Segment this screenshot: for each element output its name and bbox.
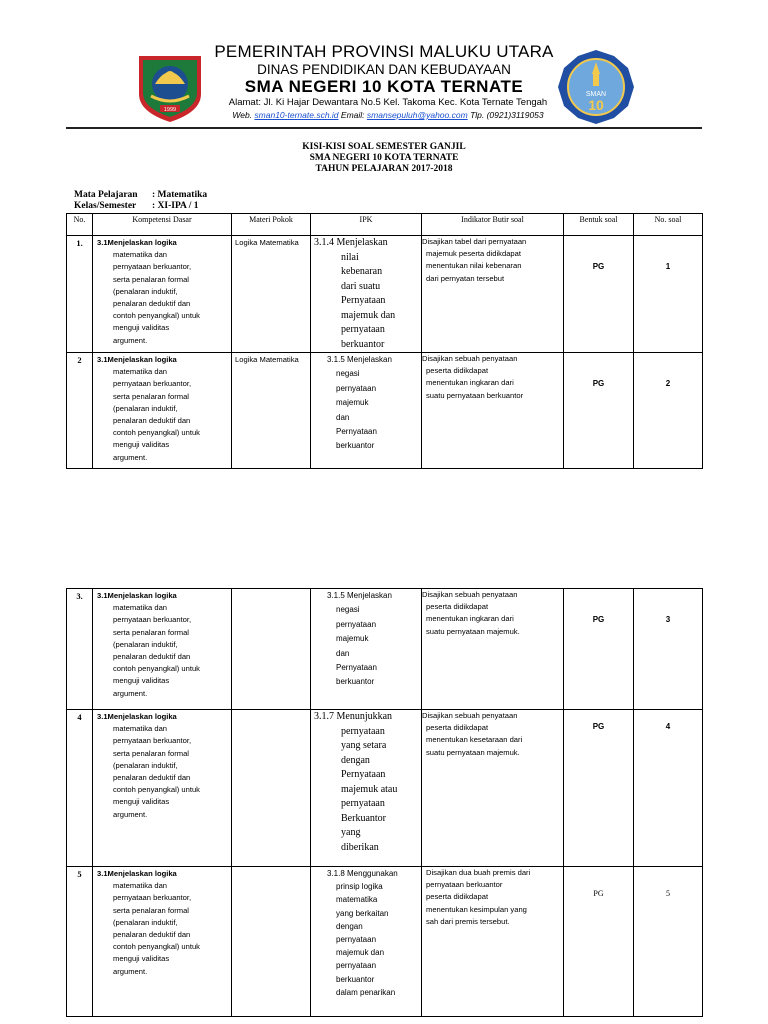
kd-line: matematika dan [113,367,168,377]
indikator-line: suatu pernyataan majemuk. [426,747,520,757]
kd-line: menguji validitas [113,954,170,964]
indikator-line: sah dari premis tersebut. [426,916,510,926]
ipk-line: majemuk dan [336,948,385,958]
indikator-line: menentukan nilai kebenaran [426,261,522,271]
kisi-kisi-table-bottom [66,588,703,1017]
crest-year: 1999 [163,107,177,113]
phone-number: Tlp. (0921)3119053 [470,110,544,120]
letterhead-address: Alamat: Jl. Ki Hajar Dewantara No.5 Kel. Takoma Kec. Kota Ternate Tengah [228,97,548,108]
ipk-line: Pernyataan [336,663,377,673]
indikator-cell [422,867,564,1017]
letterhead-school-name: SMA NEGERI 10 KOTA TERNATE [244,77,524,96]
indikator-line: menentukan kesetaraan dari [426,735,523,745]
indikator-line: Disajikan sebuah penyataan [422,711,518,720]
ipk-cell [311,236,422,353]
indikator-line: menentukan ingkaran dari [426,378,514,388]
kd-line: penalaran deduktif dan [113,773,191,783]
ipk-line: dengan [341,754,370,766]
document-title: KISI-KISI SOAL SEMESTER GANJIL [302,142,466,152]
no-soal-cell: 1 [634,236,703,353]
ipk-line: prinsip logika [336,882,383,892]
class-value: : XI-IPA / 1 [152,201,199,211]
row-number: 2 [67,353,93,469]
kd-line: matematika dan [113,881,168,891]
header-kompetensi-dasar: Kompetensi Dasar [93,214,232,236]
indikator-line: suatu pernyataan majemuk. [426,626,520,636]
kd-line: pernyataan berkuantor, [113,262,192,272]
kd-line: menguji validitas [113,797,170,807]
kd-lead: 3.1Menjelaskan logika [97,869,177,878]
ipk-line: berkuantor [336,677,375,687]
ipk-line: dan [336,648,350,658]
materi-pokok-cell [232,710,311,867]
kd-line: pernyataan berkuantor, [113,893,192,903]
kd-lead: 3.1Menjelaskan logika [97,355,177,364]
indikator-line: suatu pernyataan berkuantor [426,390,524,400]
row-number: 4 [67,710,93,867]
ipk-line: majemuk dan [341,309,396,321]
ipk-heading: 3.1.4 Menjelaskan [314,237,388,248]
indikator-cell [422,710,564,867]
row-number: 3. [67,589,93,710]
kd-line: menguji validitas [113,676,170,686]
kd-line: serta penalaran formal [113,627,189,637]
table-row [67,236,703,353]
letterhead-contact [0,110,768,120]
kd-line: (penalaran induktif, [113,286,178,296]
letterhead-department: DINAS PENDIDIKAN DAN KEBUDAYAAN [257,62,511,77]
kd-line: menguji validitas [113,323,170,333]
ipk-line: majemuk atau [341,783,398,795]
emblem-text: SMAN [585,91,607,98]
indikator-line: peserta didikdapat [426,366,489,376]
kd-line: (penalaran induktif, [113,760,178,770]
ipk-line: berkuantor [336,974,375,984]
subject-value: : Matematika [152,190,208,200]
no-soal-cell: 2 [634,353,703,469]
kd-line: matematika dan [113,250,168,260]
ipk-line: pernyataan [336,619,377,629]
table-row [67,589,703,710]
no-soal-cell: 4 [634,710,703,867]
web-label: Web. [232,110,253,120]
ipk-cell [311,589,422,710]
bentuk-soal-cell: PG [564,236,634,353]
kd-line: contoh penyangkal) untuk [113,785,200,795]
ipk-cell [311,867,422,1017]
materi-pokok-cell: Logika Matematika [232,353,311,469]
ipk-line: berkuantor [336,441,375,451]
kd-line: contoh penyangkal) untuk [113,428,200,438]
bentuk-soal-cell: PG [564,867,634,1017]
indikator-line: peserta didikdapat [426,602,489,612]
ipk-line: Pernyataan [336,427,377,437]
row-number: 5 [67,867,93,1017]
indikator-line: menentukan ingkaran dari [426,614,514,624]
kd-line: argument. [113,688,148,698]
header-no-soal: No. soal [634,214,703,236]
table-header-row [67,214,703,236]
ipk-line: matematika [336,895,378,905]
ipk-line: yang berkaitan [336,908,389,918]
ipk-line: kebenaran [341,266,383,277]
ipk-heading: 3.1.5 Menjelaskan [327,355,392,364]
ipk-line: nilai [341,251,359,263]
kd-line: penalaran deduktif dan [113,299,191,309]
kd-line: pernyataan berkuantor, [113,736,192,746]
ipk-line: Pernyataan [341,295,386,306]
subject-label: Mata Pelajaran [74,190,138,200]
kd-line: penalaran deduktif dan [113,416,191,426]
indikator-line: menentukan kesimpulan yang [426,904,527,914]
kd-line: pernyataan berkuantor, [113,615,192,625]
indikator-line: dari pernyatan tersebut [426,273,505,283]
ipk-line: negasi [336,369,360,379]
kompetensi-dasar-cell [93,589,232,710]
ipk-line: yang [341,827,361,838]
ipk-line: berkuantor [341,338,385,350]
materi-pokok-cell: Logika Matematika [232,236,311,353]
ipk-heading: 3.1.7 Menunjukkan [314,711,393,722]
class-line [74,201,199,211]
ipk-line: dalam penarikan [336,987,396,997]
ipk-line: pernyataan [341,725,385,737]
kompetensi-dasar-cell [93,867,232,1017]
kd-line: menguji validitas [113,440,170,450]
indikator-line: Disajikan tabel dari pernyataan [422,237,527,246]
ipk-line: dengan [336,921,363,931]
kd-line: argument. [113,966,148,976]
kd-lead: 3.1Menjelaskan logika [97,238,177,247]
ipk-line: diberikan [341,841,379,853]
table-row [67,353,703,469]
kd-line: penalaran deduktif dan [113,652,191,662]
table-row [67,710,703,867]
bentuk-soal-cell: PG [564,353,634,469]
indikator-cell [422,236,564,353]
kd-line: serta penalaran formal [113,905,189,915]
kd-line: contoh penyangkal) untuk [113,942,200,952]
class-label: Kelas/Semester [74,201,137,211]
letterhead-government: PEMERINTAH PROVINSI MALUKU UTARA [214,42,554,61]
ipk-line: pernyataan [336,961,377,971]
header-ipk: IPK [311,214,422,236]
ipk-line: Pernyataan [341,769,386,780]
kd-line: pernyataan berkuantor, [113,379,192,389]
email-link[interactable]: smansepuluh@yahoo.com [366,110,468,120]
bentuk-soal-cell: PG [564,710,634,867]
ipk-line: dari suatu [341,280,381,292]
table-row [67,867,703,1017]
kd-line: argument. [113,335,148,345]
indikator-cell [422,589,564,710]
website-link[interactable]: sman10-ternate.sch.id [254,110,339,120]
indikator-line: Disajikan sebuah penyataan [422,590,518,599]
email-label: Email: [340,110,365,120]
kompetensi-dasar-cell [93,236,232,353]
ipk-cell [311,353,422,469]
ipk-cell [311,710,422,867]
kd-lead: 3.1Menjelaskan logika [97,591,177,600]
row-number: 1. [67,236,93,353]
letterhead-divider [66,127,702,129]
kd-line: (penalaran induktif, [113,917,178,927]
header-materi-pokok: Materi Pokok [232,214,311,236]
kd-lead: 3.1Menjelaskan logika [97,712,177,721]
document-year: TAHUN PELAJARAN 2017-2018 [315,164,453,174]
no-soal-cell: 5 [634,867,703,1017]
kompetensi-dasar-cell [93,353,232,469]
kd-line: (penalaran induktif, [113,403,178,413]
kd-line: penalaran deduktif dan [113,930,191,940]
indikator-line: peserta didikdapat [426,892,489,902]
ipk-line: majemuk [336,398,369,408]
document-school: SMA NEGERI 10 KOTA TERNATE [309,153,459,163]
ipk-line: pernyataan [336,935,377,945]
no-soal-cell: 3 [634,589,703,710]
ipk-line: yang setara [341,740,387,751]
header-indikator: Indikator Butir soal [422,214,564,236]
ipk-line: pernyataan [336,383,377,393]
ipk-line: negasi [336,605,360,615]
header-bentuk-soal: Bentuk soal [564,214,634,236]
subject-line [74,190,207,200]
materi-pokok-cell [232,867,311,1017]
ipk-line: dan [336,412,350,422]
emblem-number: 10 [588,97,604,113]
indikator-line: majemuk peserta didikdapat [426,249,521,259]
materi-pokok-cell [232,589,311,710]
indikator-line: peserta didikdapat [426,723,489,733]
kd-line: matematika dan [113,603,168,613]
kd-line: contoh penyangkal) untuk [113,664,200,674]
ipk-line: majemuk [336,634,369,644]
indikator-line: Disajikan dua buah premis dari [426,868,531,877]
kd-line: argument. [113,809,148,819]
ipk-heading: 3.1.5 Menjelaskan [327,591,392,600]
kd-line: argument. [113,452,148,462]
indikator-cell [422,353,564,469]
kd-line: serta penalaran formal [113,748,189,758]
header-no: No. [67,214,93,236]
kd-line: serta penalaran formal [113,391,189,401]
kd-line: contoh penyangkal) untuk [113,311,200,321]
kd-line: matematika dan [113,724,168,734]
kd-line: serta penalaran formal [113,274,189,284]
kd-line: (penalaran induktif, [113,639,178,649]
ipk-line: Berkuantor [341,812,386,824]
kisi-kisi-table-top [66,213,703,469]
bentuk-soal-cell: PG [564,589,634,710]
ipk-line: pernyataan [341,798,385,809]
kompetensi-dasar-cell [93,710,232,867]
indikator-line: pernyataan berkuantor [426,880,503,890]
indikator-line: Disajikan sebuah penyataan [422,354,518,363]
ipk-heading: 3.1.8 Menggunakan [327,869,398,878]
ipk-line: pernyataan [341,324,385,335]
